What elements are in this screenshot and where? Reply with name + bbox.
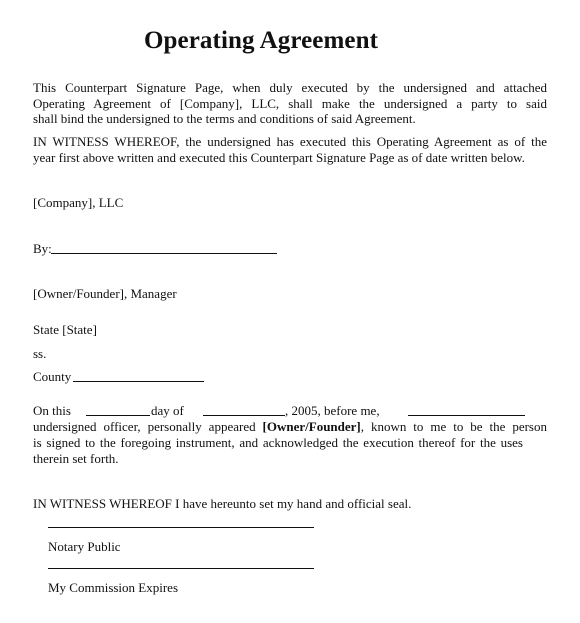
owner-founder-bold: [Owner/Founder] <box>262 419 361 434</box>
para1-line2: Operating Agreement of [Company], LLC, shall make the undersigned a party to said <box>33 96 547 111</box>
para2-line2: year first above written and executed this Counterpart Signature Page as of date written below. <box>33 150 525 165</box>
page-title: Operating Agreement <box>143 27 379 54</box>
company-label: [Company], LLC <box>33 195 124 210</box>
notary-line4: therein set forth. <box>33 451 119 466</box>
by-label: By: <box>33 241 52 256</box>
by-signature-line[interactable] <box>51 253 277 254</box>
notary-line2-pre: undersigned officer, personally appeared <box>33 419 263 434</box>
county-label: County <box>33 369 72 384</box>
notary-line2 <box>33 419 547 435</box>
officer-blank-line[interactable] <box>408 415 525 416</box>
on-this-label: On this <box>33 403 71 418</box>
ss-label: ss. <box>33 346 47 361</box>
owner-manager-label: [Owner/Founder], Manager <box>33 286 177 301</box>
county-blank-line[interactable] <box>73 381 204 382</box>
day-blank-line[interactable] <box>86 415 150 416</box>
commission-expires-line[interactable] <box>48 568 314 569</box>
notary-signature-line[interactable] <box>48 527 314 528</box>
month-blank-line[interactable] <box>203 415 285 416</box>
witness-seal-text: IN WITNESS WHEREOF I have hereunto set my hand and official seal. <box>33 496 412 511</box>
notary-public-label: Notary Public <box>48 539 121 554</box>
notary-line2-post: , known to me to be the person <box>360 419 547 434</box>
day-of-label: day of <box>151 403 184 418</box>
para1-line3: shall bind the undersigned to the terms and conditions of said Agreement. <box>33 111 416 126</box>
notary-line3: is signed to the foregoing instrument, and acknowledged the execution thereof for the uses <box>33 435 523 450</box>
commission-expires-label: My Commission Expires <box>48 580 179 595</box>
state-label: State [State] <box>33 322 97 337</box>
year-before-label: , 2005, before me, <box>285 403 380 418</box>
para2-line1: IN WITNESS WHEREOF, the undersigned has executed this Operating Agreement as of the <box>33 134 547 149</box>
para1-line1: This Counterpart Signature Page, when duly executed by the undersigned and attached <box>33 80 547 95</box>
